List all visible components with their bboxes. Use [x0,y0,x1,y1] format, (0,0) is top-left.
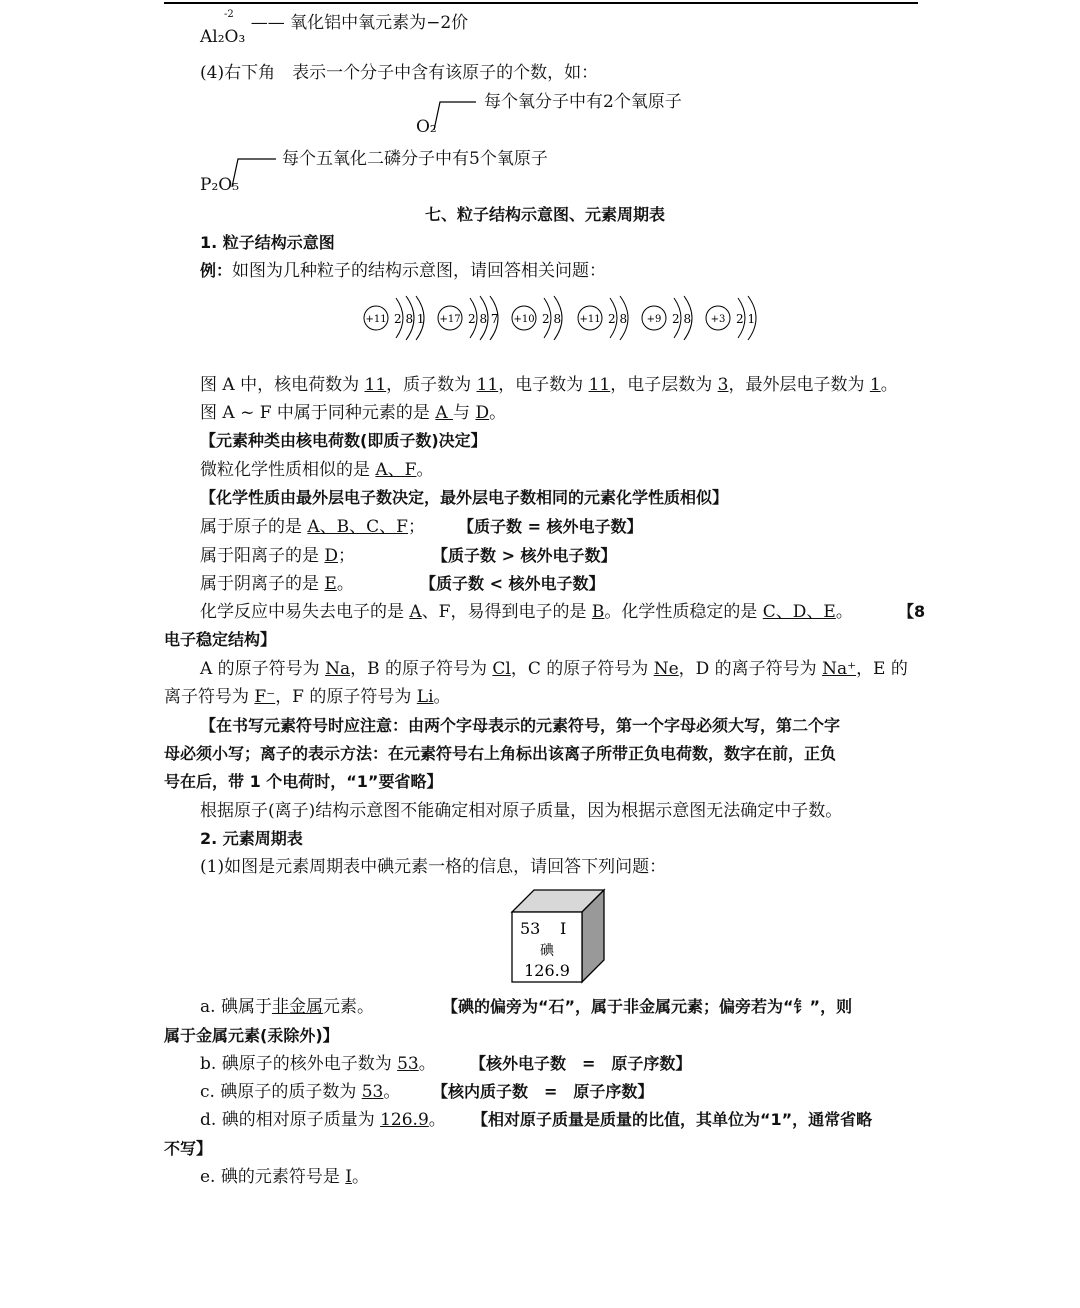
particle-a [364,296,425,378]
q4-answer-1: A、B、C、F [307,517,408,537]
q8-text-6: 离子符号为 [164,687,255,707]
question-anions [200,573,354,595]
qa-answer-1: 非金属 [271,997,323,1017]
note-atom-rule: 【质子数 = 核外电子数】 [458,517,643,536]
q7-answer-1: A [409,602,422,622]
example-label: 例： [200,261,233,280]
note-electron-rule: 【核外电子数 = 原子序数】 [470,1054,692,1073]
q2-answer-1: A [435,403,454,423]
note-symbol-writing-3: 号在后，带 1 个电荷时，“1”要省略】 [164,772,443,791]
qe-answer-1: I [345,1167,352,1187]
q5-answer-1: D [324,546,339,566]
particle-d-nucleus: +11 [579,314,601,325]
p2o5-desc: 每个五氧化二磷分子中有5个氧原子 [282,149,548,169]
top-rule [164,2,918,4]
q1-text-6: 。 [880,375,898,395]
qb-answer-1: 53 [397,1054,419,1074]
question-iodine-electrons [200,1053,436,1075]
q1-text-3: ，电子数为 [498,375,589,395]
particle-f-nucleus: +3 [710,314,726,325]
q5-text-1: 属于阳离子的是 [200,546,325,566]
iodine-symbol: I [560,919,567,938]
section-title: 七、粒子结构示意图、元素周期表 [425,205,666,224]
question-iodine-type [200,996,374,1018]
valence-charge: -2 [224,9,234,20]
qd-answer-1: 126.9 [380,1110,429,1130]
iodine-intro: (1)如图是元素周期表中碘元素一格的信息，请回答下列问题： [200,857,667,877]
q8-text-8: 。 [433,687,451,707]
q1-text-4: ，电子层数为 [610,375,718,395]
note-proton-rule: 【核内质子数 = 原子序数】 [432,1082,654,1101]
q2-answer-2: D [475,403,490,423]
q8-answer-2: Cl [492,659,511,679]
q8-text-7: ，F 的原子符号为 [275,687,417,707]
p2o5-leader-line [230,155,278,189]
particle-c [512,296,562,378]
q8-answer-6: Li [416,687,434,707]
particle-a-nucleus: +11 [365,314,387,325]
question-a-details [200,374,898,396]
particle-b-nucleus: +17 [439,314,461,325]
question-iodine-protons [200,1081,400,1103]
note-stable-structure-b: 电子稳定结构】 [164,630,277,649]
q6-answer-1: E [324,574,337,594]
iodine-name: 碘 [540,943,554,959]
qb-text-2: 。 [418,1054,436,1074]
note-symbol-writing-2: 母必须小写；离子的表示方法：在元素符号右上角标出该离子所带正负电荷数，数字在前，正负 [164,744,837,763]
particle-e [642,296,692,378]
p2o5-formula: P₂O₅ [200,175,240,195]
q1-answer-4: 3 [717,375,729,395]
q7-answer-3: C、D、E [762,602,836,622]
particle-c-shells: 2 8 [542,312,562,326]
note-radical-a: 【碘的偏旁为“石”，属于非金属元素；偏旁若为“钅”，则 [442,997,853,1016]
q8-answer-5: F⁻ [254,687,276,707]
particle-c-nucleus: +10 [513,314,535,325]
particle-d [578,296,628,378]
neutron-note: 根据原子(离子)结构示意图不能确定相对原子质量，因为根据示意图无法确定中子数。 [200,801,843,821]
qc-text-1: c. 碘原子的质子数为 [200,1082,362,1102]
o2-desc: 每个氧分子中有2个氧原子 [484,92,682,112]
particle-a-shells: 2 8 1 [394,312,425,326]
q1-text-5: ，最外层电子数为 [728,375,870,395]
note-element-type: 【元素种类由核电荷数(即质子数)决定】 [200,431,487,450]
q3-text-2: 。 [416,460,434,480]
q8-text-2: ，B 的原子符号为 [350,659,493,679]
q4-text-1: 属于原子的是 [200,517,308,537]
particle-d-shells: 2 8 [608,312,628,326]
q2-text-3: 。 [489,403,507,423]
q8-text-1: A 的原子符号为 [200,659,326,679]
qe-text-1: e. 碘的元素符号是 [200,1167,346,1187]
q8-text-4: ，D 的离子符号为 [678,659,823,679]
question-atoms [200,516,425,538]
q1-answer-1: 11 [364,375,387,395]
valence-desc: —— 氧化铝中氧元素为−2价 [250,13,469,33]
q8-text-5: ，E 的 [856,659,908,679]
q3-answer-1: A、F [375,460,417,480]
q2-text-2: 与 [453,403,476,423]
q3-text-1: 微粒化学性质相似的是 [200,460,376,480]
qc-text-2: 。 [383,1082,401,1102]
note-cation-rule: 【质子数 > 核外电子数】 [432,546,617,565]
q7-text-3: 。化学性质稳定的是 [604,602,763,622]
q7-text-1: 化学反应中易失去电子的是 [200,602,410,622]
q5-text-2: ； [338,546,356,566]
iodine-mass: 126.9 [524,961,570,980]
valence-formula: Al₂O₃ [200,27,246,47]
question-same-element [200,402,506,424]
iodine-atomic-number: 53 [520,919,541,938]
note-radical-b: 属于金属元素(汞除外)】 [164,1026,339,1045]
note-mass-rule-b: 不写】 [164,1139,213,1158]
note-mass-rule-a: 【相对原子质量是质量的比值，其单位为“1”，通常省略 [472,1110,873,1129]
question-similar-properties [200,459,433,481]
subsection-2-title: 2. 元素周期表 [200,829,303,848]
question-electron-gain-loss [200,601,861,623]
q8-answer-4: Na⁺ [822,659,857,679]
particle-f-shells: 2 1 [736,312,756,326]
note-stable-structure-a: 【8 [898,602,926,621]
q8-answer-1: Na [325,659,351,679]
q6-text-2: 。 [336,574,354,594]
q7-text-4: 。 [835,602,862,622]
q1-answer-3: 11 [588,375,611,395]
particle-e-nucleus: +9 [646,314,662,325]
q8-text-3: ，C 的原子符号为 [510,659,654,679]
question-iodine-symbol [200,1166,369,1188]
note-chemical-properties: 【化学性质由最外层电子数决定，最外层电子数相同的元素化学性质相似】 [200,488,729,507]
question-cations [200,545,355,567]
q1-answer-2: 11 [476,375,499,395]
qc-answer-1: 53 [361,1082,384,1102]
question-symbols-line2 [164,686,451,708]
valence-example [200,9,469,47]
qd-text-1: d. 碘的相对原子质量为 [200,1110,381,1130]
qd-text-2: 。 [428,1110,446,1130]
particle-b-shells: 2 8 7 [468,312,499,326]
q7-text-2: 、F，易得到电子的是 [421,602,592,622]
particle-diagrams [360,288,760,378]
iodine-cell [510,888,610,984]
note-symbol-writing-1: 【在书写元素符号时应注意：由两个字母表示的元素符号，第一个字母必须大写，第二个字 [200,716,841,735]
note-anion-rule: 【质子数 < 核外电子数】 [420,574,605,593]
question-iodine-mass [200,1109,446,1131]
subsection-1-title: 1. 粒子结构示意图 [200,233,335,252]
particle-e-shells: 2 8 [672,312,692,326]
q1-answer-5: 1 [869,375,881,395]
q8-answer-3: Ne [653,659,679,679]
o2-formula: O₂ [416,117,437,137]
q7-answer-2: B [591,602,605,622]
question-symbols-line1 [200,658,908,680]
example-line [200,260,606,282]
q6-text-1: 属于阴离子的是 [200,574,325,594]
particle-f [706,296,756,378]
qa-text-1: a. 碘属于 [200,997,272,1017]
qb-text-1: b. 碘原子的核外电子数为 [200,1054,398,1074]
o2-leader-line [432,98,477,132]
particle-b [438,296,499,378]
q4-text-2: ； [407,517,425,537]
qe-text-2: 。 [352,1167,369,1187]
subscript-intro: (4)右下角 表示一个分子中含有该原子的个数，如： [200,63,599,83]
q1-text-1: 图 A 中，核电荷数为 [200,375,365,395]
q2-text-1: 图 A ~ F 中属于同种元素的是 [200,403,436,423]
qa-text-2: 元素。 [322,997,374,1017]
q1-text-2: ，质子数为 [386,375,477,395]
example-text: 如图为几种粒子的结构示意图，请回答相关问题： [232,261,607,281]
